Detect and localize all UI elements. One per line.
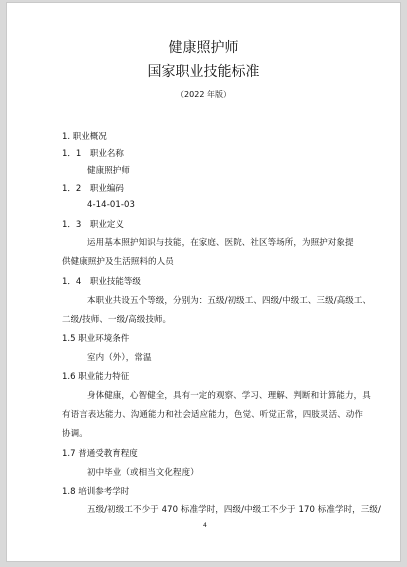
section-1-7-heading: 1.7 普通受教育程度: [62, 449, 138, 459]
section-1-3-heading: 1．3 职业定义: [62, 220, 124, 230]
section-1-4-text-line2: 二级/技师、一级/高级技师。: [62, 315, 172, 325]
section-1-4-text-line1: 本职业共设五个等级，分别为：五级/初级工、四级/中级工、三级/高级工、: [87, 296, 372, 306]
section-1-8-heading: 1.8 培训参考学时: [62, 487, 130, 497]
section-1-2-heading: 1．2 职业编码: [62, 184, 124, 194]
edition-label: （2022 年版）: [176, 90, 231, 99]
section-1-5-text: 室内（外），常温: [87, 353, 152, 363]
section-1-5-heading: 1.5 职业环境条件: [62, 334, 130, 344]
document-subtitle: 国家职业技能标准: [147, 64, 260, 80]
section-1-1-text: 健康照护师: [87, 166, 131, 176]
section-1-3-text-line2: 供健康照护及生活照料的人员: [62, 257, 174, 267]
section-1-8-text: 五级/初级工不少于 470 标准学时，四级/中级工不少于 170 标准学时，三级/: [87, 505, 381, 515]
document-title: 健康照护师: [168, 40, 239, 56]
section-1-6-heading: 1.6 职业能力特征: [62, 372, 130, 382]
section-1-6-text-line2: 有语言表达能力、沟通能力和社会适应能力，色觉、听觉正常，四肢灵活、动作: [62, 410, 364, 420]
section-1-2-text: 4-14-01-03: [87, 200, 136, 210]
document-page: [6, 2, 401, 562]
section-1-3-text-line1: 运用基本照护知识与技能，在家庭、医院、社区等场所，为照护对象提: [87, 238, 354, 248]
section-1-4-heading: 1．4 职业技能等级: [62, 277, 141, 287]
section-1-6-text-line3: 协调。: [62, 429, 88, 439]
page-number: 4: [203, 522, 207, 529]
section-1-heading: 1. 职业概况: [62, 132, 107, 142]
section-1-1-heading: 1．1 职业名称: [62, 149, 124, 159]
section-1-6-text-line1: 身体健康，心智健全，具有一定的观察、学习、理解、判断和计算能力，具: [87, 391, 371, 401]
section-1-7-text: 初中毕业（或相当文化程度）: [87, 468, 199, 478]
